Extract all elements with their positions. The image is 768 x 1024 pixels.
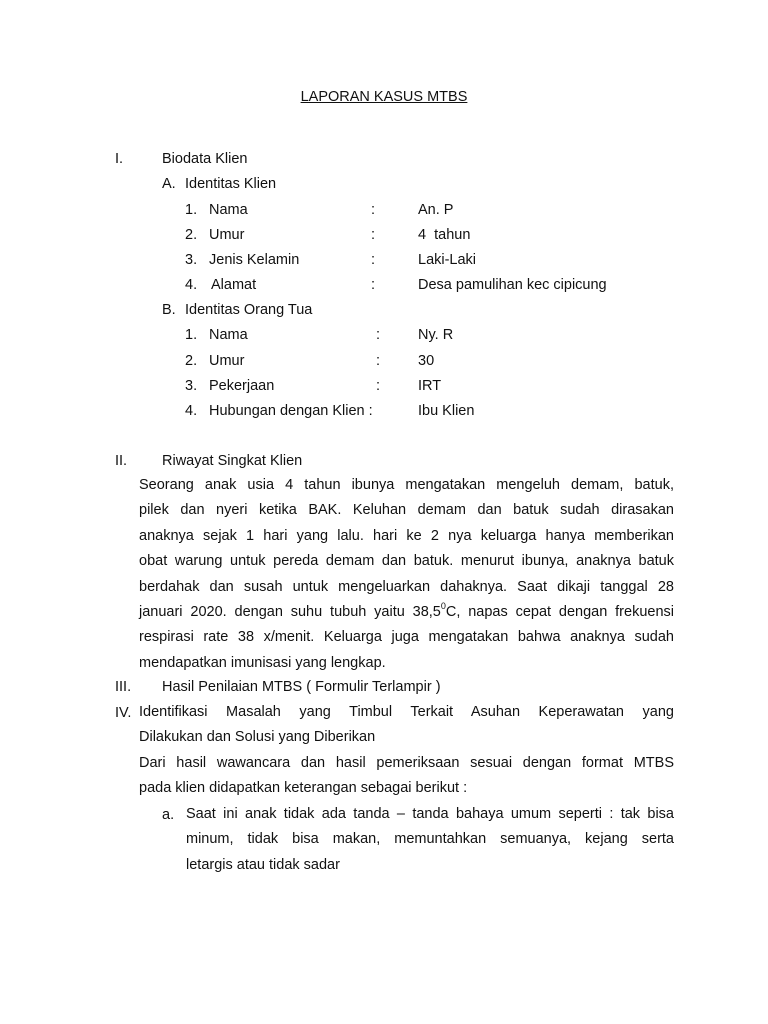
section-2-number: II. xyxy=(115,453,128,469)
paragraph-line: anaknya sejak 1 hari yang lalu. hari ke 2 nya keluarga hanya memberikan xyxy=(139,527,674,544)
parent-item-label: Nama xyxy=(209,327,248,343)
parent-item-colon: : xyxy=(376,353,381,369)
parent-item-value: IRT xyxy=(418,378,442,394)
parent-item-label: Hubungan dengan Klien : xyxy=(209,403,373,419)
parent-item-number: 4. xyxy=(185,403,198,419)
item-a-letter: a. xyxy=(162,807,175,823)
item-a-line: letargis atau tidak sadar xyxy=(186,856,340,873)
item-a-line: Saat ini anak tidak ada tanda – tanda bahaya umum seperti : tak bisa xyxy=(186,806,674,822)
client-item-colon: : xyxy=(371,227,376,243)
parent-item-value: Ny. R xyxy=(418,327,454,343)
section-2-heading: Riwayat Singkat Klien xyxy=(162,453,303,469)
intro-line: Dari hasil wawancara dan hasil pemeriksaan sesuai dengan format MTBS xyxy=(139,754,674,771)
client-item-number: 3. xyxy=(185,252,198,268)
paragraph-line: berdahak dan susah untuk mengeluarkan dahaknya. Saat dikaji tanggal 28 xyxy=(139,578,674,595)
section-1-heading: Biodata Klien xyxy=(162,151,248,167)
paragraph-line-temperature xyxy=(139,600,674,625)
parent-item-number: 3. xyxy=(185,378,198,394)
section-4-block xyxy=(139,700,674,802)
client-item-colon: : xyxy=(371,252,376,268)
client-item-value: Desa pamulihan kec cipicung xyxy=(418,277,607,293)
client-item-label: Jenis Kelamin xyxy=(209,252,300,268)
section-3-number: III. xyxy=(115,679,132,695)
parent-item-label: Umur xyxy=(209,353,245,369)
client-item-label: Nama xyxy=(209,202,248,218)
degree-superscript: 0 xyxy=(440,601,446,612)
client-item-colon: : xyxy=(371,202,376,218)
client-item-label: Alamat xyxy=(211,277,257,293)
client-item-number: 4. xyxy=(185,277,198,293)
client-item-label: Umur xyxy=(209,227,245,243)
section-3-heading: Hasil Penilaian MTBS ( Formulir Terlampir ) xyxy=(162,679,441,695)
paragraph-line: pilek dan nyeri ketika BAK. Keluhan demam dan batuk sudah dirasakan xyxy=(139,502,674,519)
client-item-value: Laki-Laki xyxy=(418,252,477,268)
client-item-value: An. P xyxy=(418,202,454,218)
item-a-line: minum, tidak bisa makan, memuntahkan semuanya, kejang serta xyxy=(186,831,674,848)
history-paragraph xyxy=(139,473,674,676)
subsection-a-letter: A. xyxy=(162,176,176,192)
temperature-text: januari 2020. dengan suhu tubuh yaitu 38,5 xyxy=(139,604,441,621)
parent-item-value: 30 xyxy=(418,353,435,369)
page-title: LAPORAN KASUS MTBS xyxy=(300,89,468,105)
client-item-number: 1. xyxy=(185,202,198,218)
section-1-number: I. xyxy=(115,151,124,167)
paragraph-line: obat warung untuk pereda demam dan batuk. menurut ibunya, anaknya batuk xyxy=(139,553,674,570)
paragraph-line: mendapatkan imunisasi yang lengkap. xyxy=(139,654,386,671)
temperature-text-rest: C, napas cepat dengan frekuensi xyxy=(445,604,674,621)
section-4-heading: Identifikasi Masalah yang Timbul Terkait Asuhan Keperawatan yang xyxy=(139,704,674,720)
subsection-b-letter: B. xyxy=(162,302,176,318)
paragraph-line: respirasi rate 38 x/menit. Keluarga juga mengatakan bahwa anaknya sudah xyxy=(139,629,674,646)
subsection-b-heading: Identitas Orang Tua xyxy=(185,302,313,318)
client-item-number: 2. xyxy=(185,227,198,243)
section-4-heading-cont: Dilakukan dan Solusi yang Diberikan xyxy=(139,729,376,746)
intro-line: pada klien didapatkan keterangan sebagai berikut : xyxy=(139,780,468,797)
section-4-number: IV. xyxy=(115,705,132,721)
parent-item-label: Pekerjaan xyxy=(209,378,275,394)
parent-item-number: 1. xyxy=(185,327,198,343)
paragraph-line: Seorang anak usia 4 tahun ibunya mengatakan mengeluh demam, batuk, xyxy=(139,477,674,493)
parent-item-colon: : xyxy=(376,378,381,394)
client-item-value: 4 tahun xyxy=(418,227,471,243)
parent-item-colon: : xyxy=(376,327,381,343)
client-item-colon: : xyxy=(371,277,376,293)
subsection-a-heading: Identitas Klien xyxy=(185,176,277,192)
parent-item-value: Ibu Klien xyxy=(418,403,475,419)
parent-item-number: 2. xyxy=(185,353,198,369)
item-a-text xyxy=(186,802,674,878)
